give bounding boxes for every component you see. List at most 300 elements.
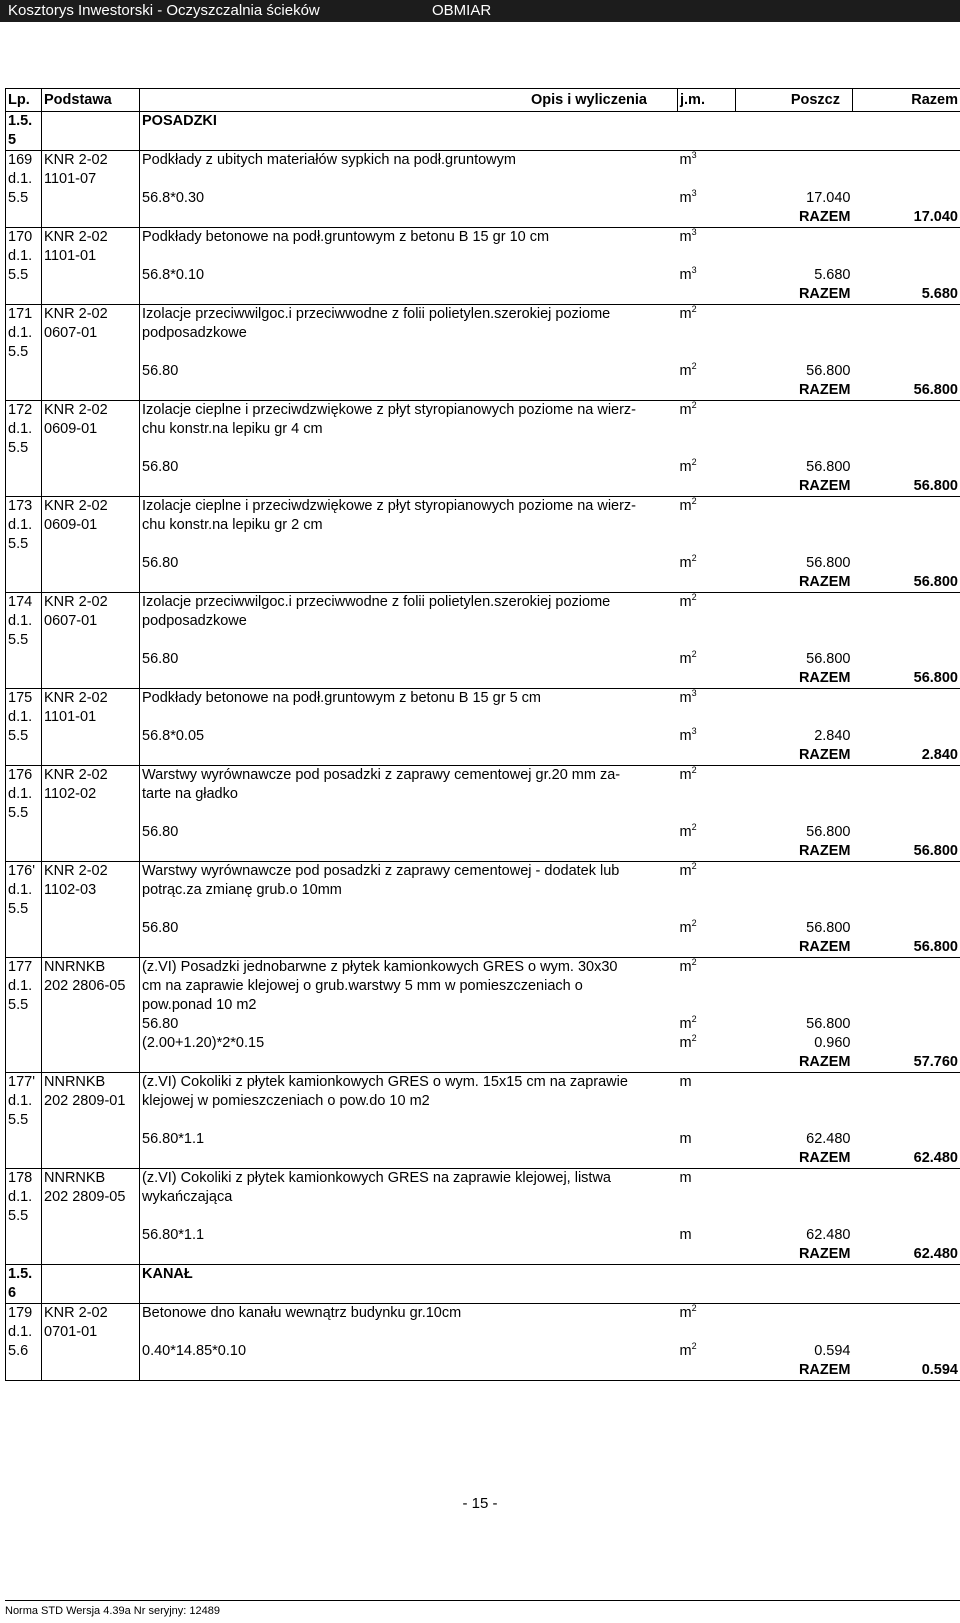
item-poszcz [736, 1304, 853, 1324]
razem-row [6, 285, 960, 305]
razem-value: 2.840 [853, 746, 960, 766]
unit: m [679, 1343, 692, 1359]
estimate-table [5, 88, 960, 1381]
description-text: Izolacje przeciwwilgoc.i przeciwwodne z folii polietylen.szerokiej poziome podposadzkowe [142, 594, 611, 629]
item-description [140, 766, 678, 805]
col-poszcz: Poszcz [736, 89, 853, 112]
spacer [853, 247, 960, 266]
description-text: Betonowe dno kanału wewnątrz budynku gr.10cm [142, 1305, 462, 1321]
section-title: KANAŁ [140, 1265, 853, 1304]
razem-value: 57.760 [853, 1053, 960, 1073]
document-header [0, 0, 960, 22]
spacer-row [6, 1111, 960, 1130]
calc-razem [853, 1226, 960, 1245]
estimate-sheet [5, 88, 960, 1381]
razem-pd [42, 1245, 140, 1265]
table-row [6, 593, 960, 632]
unit: m [679, 728, 692, 744]
item-description [140, 958, 678, 1016]
item-unit [678, 1073, 736, 1112]
razem-row [6, 1245, 960, 1265]
spacer [140, 1111, 678, 1130]
unit: m [679, 651, 692, 667]
unit: m [679, 920, 692, 936]
spacer [853, 535, 960, 554]
unit-exponent: 2 [691, 400, 697, 410]
item-razem [853, 689, 960, 709]
razem-spacer [140, 842, 736, 862]
description-text: (z.VI) Posadzki jednobarwne z płytek kamionkowych GRES o wym. 30x30 cm na zaprawie klejowej o grub.warstwy 5 mm w pomieszczeniach o pow.ponad 10 m2 [142, 959, 618, 1013]
calc-value: 56.800 [806, 555, 851, 571]
razem-lp [6, 1053, 42, 1073]
unit-exponent: 2 [691, 1303, 697, 1313]
section-title: POSADZKI [140, 112, 853, 151]
spacer [140, 170, 678, 189]
unit: m [679, 1035, 692, 1051]
table-body [6, 112, 960, 1381]
col-podstawa: Podstawa [42, 89, 140, 112]
unit: m [679, 1305, 692, 1321]
unit: m [679, 863, 692, 879]
calc-unit [678, 458, 736, 477]
calc-expression: 56.80 [142, 555, 179, 571]
unit-exponent: 2 [691, 592, 697, 602]
razem-spacer [140, 1361, 736, 1381]
razem-row [6, 1361, 960, 1381]
item-description [140, 401, 678, 440]
spacer [678, 631, 736, 650]
item-description [140, 228, 678, 248]
spacer [736, 900, 853, 919]
calculation-row [6, 266, 960, 285]
item-number: 178 d.1. 5.5 [6, 1169, 42, 1246]
software-version: Norma STD Wersja 4.39a Nr seryjny: 12489 [5, 1605, 220, 1617]
spacer [678, 343, 736, 362]
item-description [140, 1169, 678, 1208]
razem-pd [42, 477, 140, 497]
unit-exponent: 2 [691, 765, 697, 775]
razem-spacer [140, 669, 736, 689]
razem-lp [6, 1149, 42, 1169]
unit-exponent: 2 [691, 650, 697, 659]
calc-value: 0.594 [814, 1343, 851, 1359]
spacer [678, 1323, 736, 1342]
item-number: 177 d.1. 5.5 [6, 958, 42, 1054]
description-text: (z.VI) Cokoliki z płytek kamionkowych GRES na zaprawie klejowej, listwa wykańczająca [142, 1170, 611, 1205]
item-poszcz [736, 228, 853, 248]
spacer [736, 708, 853, 727]
description-text: Izolacje cieplne i przeciwdzwiękowe z płyt styropianowych poziome na wierz- chu konstr.na lepiku gr 4 cm [142, 402, 637, 437]
calc-razem [853, 266, 960, 285]
unit: m [679, 594, 692, 610]
razem-spacer [140, 938, 736, 958]
item-poszcz [736, 305, 853, 344]
razem-value: 5.680 [853, 285, 960, 305]
description-text: Izolacje cieplne i przeciwdzwiękowe z płyt styropianowych poziome na wierz- chu konstr.na lepiku gr 2 cm [142, 498, 637, 533]
calculation-row [6, 650, 960, 669]
item-description [140, 497, 678, 536]
razem-spacer [140, 573, 736, 593]
razem-label: RAZEM [736, 1149, 853, 1169]
item-unit [678, 401, 736, 440]
calc-razem [853, 458, 960, 477]
item-razem [853, 1169, 960, 1208]
item-razem [853, 862, 960, 901]
razem-pd [42, 1053, 140, 1073]
calc-value: 0.960 [814, 1035, 851, 1051]
calc-unit [678, 1034, 736, 1053]
spacer-row [6, 804, 960, 823]
item-unit [678, 497, 736, 536]
table-row [6, 305, 960, 344]
footer-divider [5, 1600, 960, 1601]
spacer-row [6, 900, 960, 919]
calc-razem [853, 362, 960, 381]
unit-exponent: 2 [691, 362, 697, 371]
item-basis: KNR 2-02 1102-03 [42, 862, 140, 939]
razem-value: 0.594 [853, 1361, 960, 1381]
spacer [678, 170, 736, 189]
item-basis: KNR 2-02 1101-01 [42, 689, 140, 747]
razem-label: RAZEM [736, 285, 853, 305]
calculation-row [6, 362, 960, 381]
spacer [140, 708, 678, 727]
razem-label: RAZEM [736, 669, 853, 689]
table-row [6, 401, 960, 440]
item-number: 175 d.1. 5.5 [6, 689, 42, 747]
unit-exponent: 3 [691, 189, 697, 198]
company-name: OBMIAR [432, 2, 492, 19]
razem-row [6, 381, 960, 401]
item-basis: NNRNKB 202 2809-05 [42, 1169, 140, 1246]
unit: m [679, 402, 692, 418]
razem-row [6, 1053, 960, 1073]
razem-spacer [140, 746, 736, 766]
calc-value: 56.800 [806, 824, 851, 840]
spacer [140, 900, 678, 919]
table-row [6, 766, 960, 805]
razem-row [6, 1149, 960, 1169]
razem-row [6, 842, 960, 862]
item-description [140, 1304, 678, 1324]
item-number: 177' d.1. 5.5 [6, 1073, 42, 1150]
calc-expression: 56.8*0.10 [142, 267, 205, 283]
razem-pd [42, 573, 140, 593]
razem-row [6, 208, 960, 228]
item-number: 172 d.1. 5.5 [6, 401, 42, 478]
item-poszcz [736, 593, 853, 632]
spacer [853, 804, 960, 823]
item-razem [853, 1304, 960, 1324]
unit: m [679, 363, 692, 379]
razem-row [6, 669, 960, 689]
item-razem [853, 593, 960, 632]
section-razem [853, 112, 960, 151]
item-description [140, 151, 678, 171]
item-unit [678, 151, 736, 171]
item-basis: KNR 2-02 0607-01 [42, 305, 140, 382]
item-basis: NNRNKB 202 2809-01 [42, 1073, 140, 1150]
calculation-row [6, 727, 960, 746]
section-podstawa [42, 1265, 140, 1304]
spacer-row [6, 247, 960, 266]
calc-unit [678, 919, 736, 938]
unit-exponent: 2 [691, 554, 697, 563]
item-unit [678, 862, 736, 901]
razem-label: RAZEM [736, 573, 853, 593]
calculation-row [6, 189, 960, 208]
calc-expression: 56.80*1.1 [142, 1227, 205, 1243]
calc-expression: 0.40*14.85*0.10 [142, 1343, 247, 1359]
section-number: 1.5. 6 [6, 1265, 42, 1304]
calc-unit [678, 266, 736, 285]
spacer [853, 708, 960, 727]
razem-lp [6, 1361, 42, 1381]
section-row [6, 112, 960, 151]
spacer [140, 439, 678, 458]
spacer-row [6, 1323, 960, 1342]
item-unit [678, 593, 736, 632]
section-razem [853, 1265, 960, 1304]
unit-exponent: 2 [691, 861, 697, 871]
item-description [140, 862, 678, 901]
unit-exponent: 3 [691, 727, 697, 736]
col-razem: Razem [853, 89, 960, 112]
unit-exponent: 3 [691, 150, 697, 160]
description-text: Warstwy wyrównawcze pod posadzki z zaprawy cementowej - dodatek lub potrąc.za zmianę grub.o 10mm [142, 863, 620, 898]
table-row [6, 689, 960, 709]
spacer [678, 247, 736, 266]
calc-value: 62.480 [806, 1227, 851, 1243]
spacer [736, 535, 853, 554]
item-basis: KNR 2-02 0609-01 [42, 497, 140, 574]
description-text: Izolacje przeciwwilgoc.i przeciwwodne z folii polietylen.szerokiej poziome podposadzkowe [142, 306, 611, 341]
razem-pd [42, 208, 140, 228]
calc-expression: 56.80 [142, 824, 179, 840]
calculation-row [6, 1130, 960, 1149]
calc-expression: 56.80 [142, 1016, 179, 1032]
razem-pd [42, 1149, 140, 1169]
unit-exponent: 2 [691, 1034, 697, 1043]
razem-value: 56.800 [853, 381, 960, 401]
spacer [140, 1323, 678, 1342]
item-number: 176' d.1. 5.5 [6, 862, 42, 939]
spacer [736, 804, 853, 823]
description-text: Podkłady betonowe na podł.gruntowym z betonu B 15 gr 10 cm [142, 229, 550, 245]
item-razem [853, 1073, 960, 1112]
spacer [736, 247, 853, 266]
spacer [678, 535, 736, 554]
unit-exponent: 2 [691, 823, 697, 832]
unit: m [679, 690, 692, 706]
unit: m [679, 152, 692, 168]
calc-expression: 56.8*0.30 [142, 190, 205, 206]
col-lp: Lp. [6, 89, 42, 112]
col-opis: Opis i wyliczenia [140, 89, 678, 112]
razem-spacer [140, 477, 736, 497]
item-description [140, 305, 678, 344]
item-description [140, 1073, 678, 1112]
razem-row [6, 477, 960, 497]
razem-pd [42, 842, 140, 862]
calc-unit [678, 1130, 736, 1149]
calc-expression: 56.8*0.05 [142, 728, 205, 744]
unit: m [679, 229, 692, 245]
item-unit [678, 1304, 736, 1324]
unit: m [679, 1170, 692, 1186]
razem-row [6, 573, 960, 593]
item-basis: KNR 2-02 1101-01 [42, 228, 140, 286]
razem-pd [42, 381, 140, 401]
item-basis: KNR 2-02 1102-02 [42, 766, 140, 843]
razem-lp [6, 573, 42, 593]
spacer [140, 535, 678, 554]
unit: m [679, 959, 692, 975]
item-unit [678, 766, 736, 805]
razem-value: 56.800 [853, 573, 960, 593]
item-description [140, 593, 678, 632]
item-basis: KNR 2-02 0607-01 [42, 593, 140, 670]
calc-unit [678, 727, 736, 746]
calc-unit [678, 650, 736, 669]
unit: m [679, 459, 692, 475]
item-poszcz [736, 1073, 853, 1112]
calc-unit [678, 554, 736, 573]
calc-razem [853, 189, 960, 208]
spacer [140, 1207, 678, 1226]
spacer [736, 170, 853, 189]
spacer [736, 439, 853, 458]
calculation-row [6, 1342, 960, 1361]
razem-lp [6, 938, 42, 958]
calc-expression: 56.80*1.1 [142, 1131, 205, 1147]
calc-razem [853, 1034, 960, 1053]
razem-value: 56.800 [853, 842, 960, 862]
unit: m [679, 306, 692, 322]
section-podstawa [42, 112, 140, 151]
calc-value: 62.480 [806, 1131, 851, 1147]
razem-lp [6, 669, 42, 689]
calculation-row [6, 1015, 960, 1034]
calculation-row [6, 458, 960, 477]
razem-label: RAZEM [736, 1361, 853, 1381]
unit: m [679, 1016, 692, 1032]
table-row [6, 1073, 960, 1112]
calc-unit [678, 1015, 736, 1034]
item-number: 174 d.1. 5.5 [6, 593, 42, 670]
razem-spacer [140, 1149, 736, 1169]
unit-exponent: 3 [691, 688, 697, 698]
description-text: Podkłady z ubitych materiałów sypkich na podł.gruntowym [142, 152, 516, 168]
calc-razem [853, 1015, 960, 1034]
unit-exponent: 2 [691, 496, 697, 506]
spacer [853, 439, 960, 458]
item-number: 173 d.1. 5.5 [6, 497, 42, 574]
spacer [853, 900, 960, 919]
razem-spacer [140, 1053, 736, 1073]
spacer [140, 804, 678, 823]
item-description [140, 689, 678, 709]
razem-lp [6, 477, 42, 497]
razem-value: 56.800 [853, 477, 960, 497]
spacer [853, 343, 960, 362]
razem-pd [42, 1361, 140, 1381]
item-razem [853, 958, 960, 1016]
spacer-row [6, 631, 960, 650]
razem-spacer [140, 381, 736, 401]
unit: m [679, 1227, 692, 1243]
calc-value: 56.800 [806, 920, 851, 936]
razem-row [6, 746, 960, 766]
item-poszcz [736, 766, 853, 805]
item-basis: NNRNKB 202 2806-05 [42, 958, 140, 1054]
item-razem [853, 497, 960, 536]
item-number: 170 d.1. 5.5 [6, 228, 42, 286]
calc-expression: 56.80 [142, 651, 179, 667]
unit-exponent: 2 [691, 1342, 697, 1351]
item-poszcz [736, 401, 853, 440]
spacer [736, 1207, 853, 1226]
spacer [140, 343, 678, 362]
calc-unit [678, 1226, 736, 1245]
calc-razem [853, 650, 960, 669]
col-jm: j.m. [678, 89, 736, 112]
table-row [6, 497, 960, 536]
razem-value: 62.480 [853, 1245, 960, 1265]
item-unit [678, 689, 736, 709]
razem-label: RAZEM [736, 381, 853, 401]
razem-lp [6, 285, 42, 305]
item-basis: KNR 2-02 1101-07 [42, 151, 140, 209]
item-poszcz [736, 151, 853, 171]
razem-pd [42, 669, 140, 689]
razem-value: 56.800 [853, 938, 960, 958]
razem-pd [42, 746, 140, 766]
spacer [678, 1111, 736, 1130]
unit: m [679, 498, 692, 514]
item-number: 171 d.1. 5.5 [6, 305, 42, 382]
page-number: - 15 - [462, 1495, 498, 1512]
spacer-row [6, 343, 960, 362]
section-number: 1.5. 5 [6, 112, 42, 151]
unit-exponent: 2 [691, 1015, 697, 1024]
section-row [6, 1265, 960, 1304]
unit: m [679, 767, 692, 783]
item-unit [678, 958, 736, 1016]
calculation-row [6, 919, 960, 938]
razem-lp [6, 1245, 42, 1265]
spacer [140, 247, 678, 266]
calculation-row [6, 554, 960, 573]
razem-label: RAZEM [736, 746, 853, 766]
item-basis: KNR 2-02 0609-01 [42, 401, 140, 478]
item-razem [853, 305, 960, 344]
unit: m [679, 1074, 692, 1090]
table-row [6, 1304, 960, 1324]
calc-unit [678, 362, 736, 381]
item-number: 179 d.1. 5.6 [6, 1304, 42, 1362]
calc-razem [853, 727, 960, 746]
item-razem [853, 766, 960, 805]
razem-spacer [140, 208, 736, 228]
item-unit [678, 1169, 736, 1208]
item-razem [853, 228, 960, 248]
item-razem [853, 401, 960, 440]
calc-unit [678, 823, 736, 842]
calc-unit [678, 1342, 736, 1361]
razem-lp [6, 842, 42, 862]
razem-label: RAZEM [736, 1053, 853, 1073]
